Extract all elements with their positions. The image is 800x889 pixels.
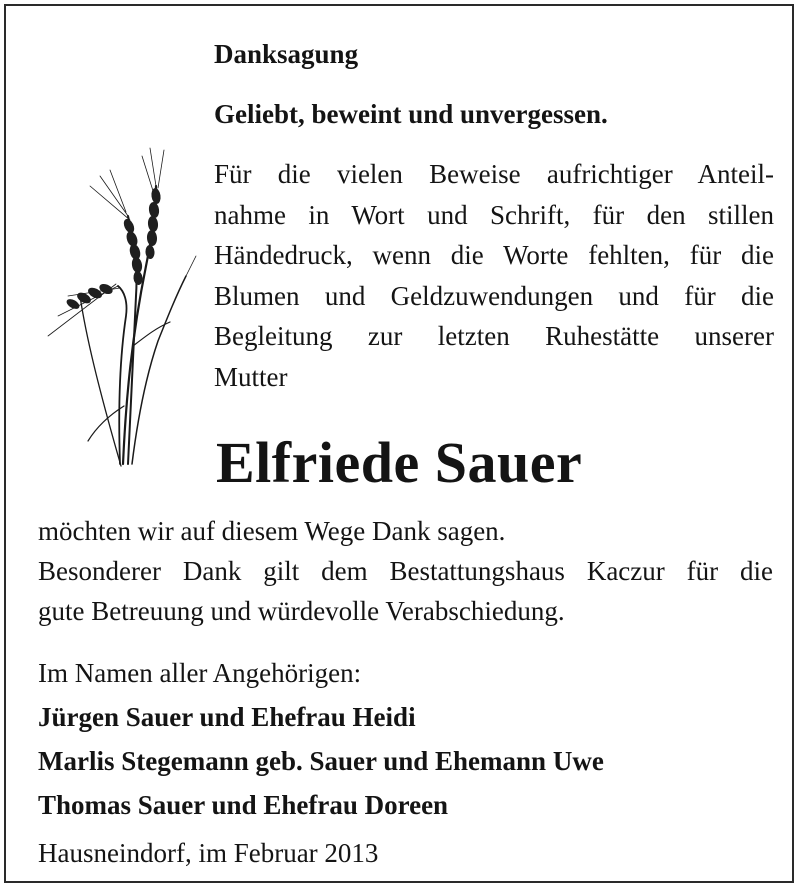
intro-line: Händedruck, wenn die Worte fehlten, für die (214, 240, 774, 270)
thanks-line: Besonderer Dank gilt dem Bestattungshaus Kaczur für die (38, 556, 773, 586)
thanks-line: möchten wir auf diesem Wege Dank sagen. (38, 516, 506, 546)
obituary-notice (4, 4, 794, 883)
signatory: Thomas Sauer und Ehefrau Doreen (38, 790, 449, 820)
notice-heading: Danksagung (214, 39, 359, 69)
signatory: Marlis Stegemann geb. Sauer und Ehemann Uwe (38, 746, 604, 776)
thanks-line: gute Betreuung und würdevolle Verabschiedung. (38, 596, 565, 626)
signature-intro: Im Namen aller Angehörigen: (38, 658, 362, 688)
intro-line: Blumen und Geldzuwendungen und für die (214, 280, 774, 311)
wheat-ears-icon (28, 146, 198, 471)
motto: Geliebt, beweint und unvergessen. (214, 99, 608, 129)
intro-line: nahme in Wort und Schrift, für den stillen (214, 199, 774, 230)
signatory: Jürgen Sauer und Ehefrau Heidi (38, 702, 416, 732)
intro-line: Begleitung zur letzten Ruhestätte unserer (214, 321, 774, 351)
signature-block (38, 651, 604, 827)
intro-line: Für die vielen Beweise aufrichtiger Anteil- (214, 159, 774, 189)
deceased-name: Elfriede Sauer (216, 430, 583, 495)
intro-paragraph (214, 154, 774, 397)
place-date: Hausneindorf, im Februar 2013 (38, 838, 379, 868)
thanks-paragraph (38, 511, 773, 631)
intro-line: Mutter (214, 361, 288, 392)
